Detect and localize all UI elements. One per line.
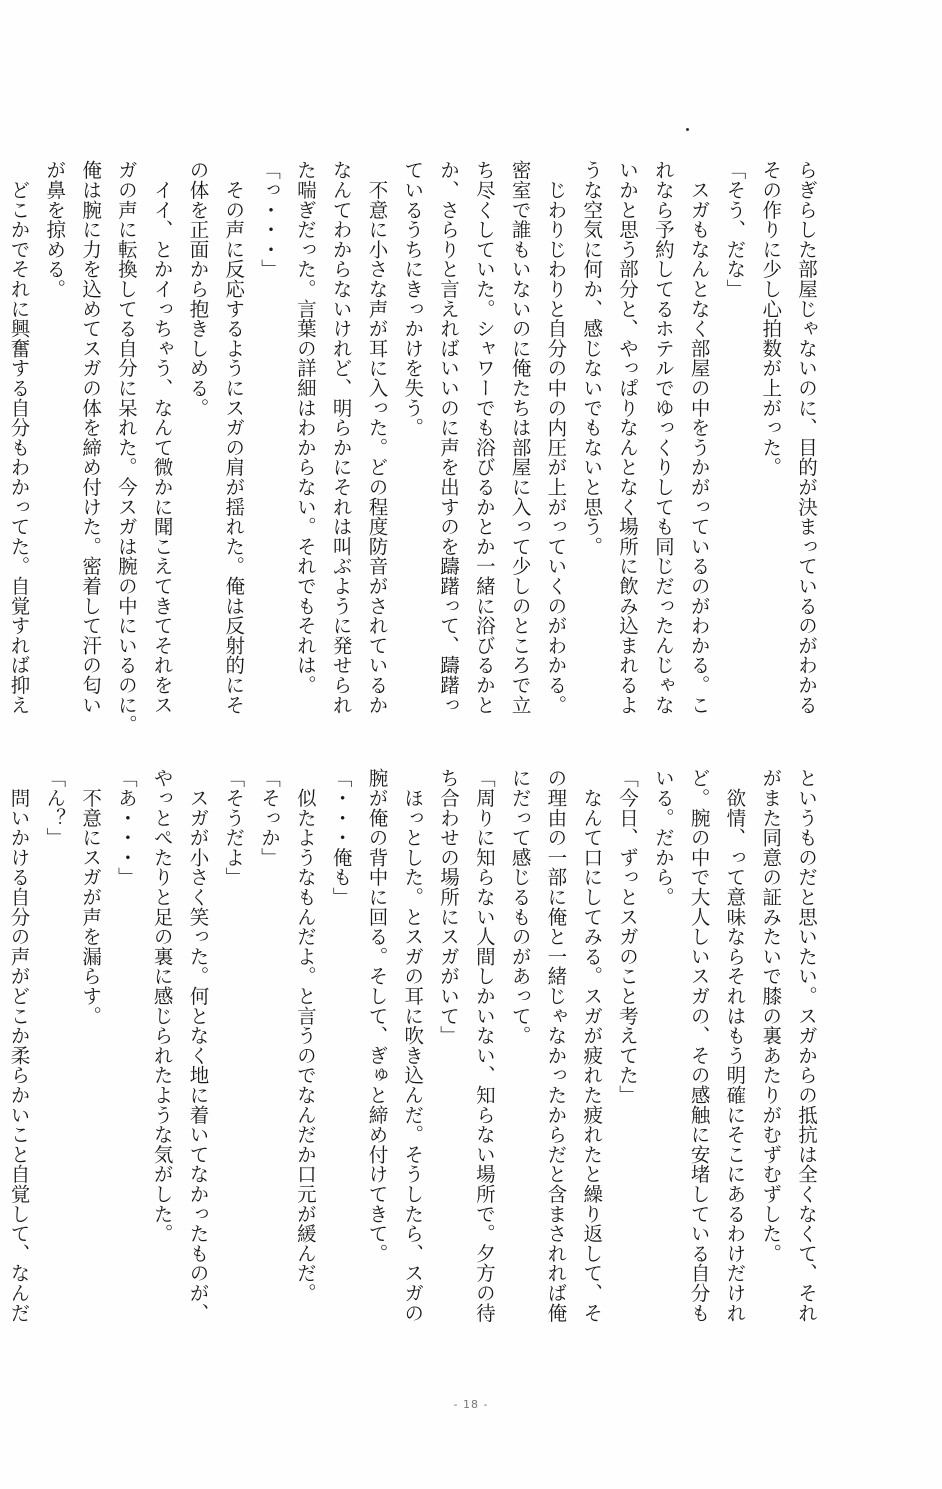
text-line: た喘ぎだった。言葉の詳細はわからない。それでもそれは。 xyxy=(293,160,317,695)
text-line: いかと思う部分と、やっぱりなんとなく場所に飲み込まれるよ xyxy=(616,160,640,715)
text-line: 不意にスガが声を漏らす。 xyxy=(79,768,103,1026)
text-line: 「周りに知らない人間しかいない、知らない場所で。夕方の待 xyxy=(472,768,496,1323)
text-line: なんて口にしてみる。スガが疲れた疲れたと繰り返して、そ xyxy=(580,768,604,1323)
text-line: ち合わせの場所にスガがいて」 xyxy=(437,768,461,1046)
text-line: が鼻を掠める。 xyxy=(43,160,67,299)
page-number: - 18 - xyxy=(453,1398,489,1411)
text-line: の理由の一部に俺と一緒じゃなかったからだと含まされれば俺 xyxy=(544,768,568,1323)
text-line: イイ、とかイっちゃう、なんて微かに聞こえてきてそれをス xyxy=(150,160,174,715)
text-line: がまた同意の証みたいで膝の裏あたりがむずむずした。 xyxy=(759,768,783,1263)
text-line: 「そうだよ」 xyxy=(222,768,246,887)
text-line: その作りに少し心拍数が上がった。 xyxy=(759,160,783,477)
text-line: 「あ・・・」 xyxy=(114,768,138,887)
bottom-text-block xyxy=(7,768,824,1328)
text-line: ているうちにきっかけを失う。 xyxy=(401,160,425,438)
text-line: 「・・・俺も」 xyxy=(329,768,353,907)
text-line: にだって感じるものがあって。 xyxy=(508,768,532,1046)
text-line: らぎらした部屋じゃないのに、目的が決まっているのがわかる xyxy=(795,160,818,715)
text-line: 欲情、って意味ならそれはもう明確にそこにあるわけだけれ xyxy=(723,768,747,1323)
text-line: れなら予約してるホテルでゆっくりしても同じだったんじゃな xyxy=(651,160,675,715)
text-line: 「そう、だな」 xyxy=(723,160,747,299)
scan-speck xyxy=(686,128,689,131)
text-line: どこかでそれに興奮する自分もわかってた。自覚すれば抑え xyxy=(7,160,31,715)
text-line: ほっとした。とスガの耳に吹き込んだ。そうしたら、スガの xyxy=(401,768,425,1323)
text-line: 不意に小さな声が耳に入った。どの程度防音がされているか xyxy=(365,160,389,715)
text-line: ど。腕の中で大人しいスガの、その感触に安堵している自分も xyxy=(687,768,711,1323)
text-line: 俺は腕に力を込めてスガの体を締め付けた。密着して汗の匂い xyxy=(79,160,103,715)
top-text-block xyxy=(7,160,824,735)
text-line: スガが小さく笑った。何となく地に着いてなかったものが、 xyxy=(186,768,210,1323)
text-line: いる。だから。 xyxy=(651,768,675,907)
text-line: なんてわからないけれど、明らかにそれは叫ぶように発せられ xyxy=(329,160,353,715)
text-line: 似たようなもんだよ。と言うのでなんだか口元が緩んだ。 xyxy=(293,768,317,1303)
text-line: その声に反応するようにスガの肩が揺れた。俺は反射的にそ xyxy=(222,160,246,715)
text-line: の体を正面から抱きしめる。 xyxy=(186,160,210,418)
text-line: ガの声に転換してる自分に呆れた。今スガは腕の中にいるのに。 xyxy=(114,160,138,735)
text-line xyxy=(0,160,1,700)
text-line: か、さらりと言えればいいのに声を出すのを躊躇って、躊躇っ xyxy=(437,160,461,715)
text-line: うな空気に何か、感じないでもないと思う。 xyxy=(580,160,604,556)
text-line: 「っ・・・」 xyxy=(258,160,282,279)
text-line: 腕が俺の背中に回る。そして、ぎゅと締め付けてきて。 xyxy=(365,768,389,1263)
text-line: 「今日、ずっとスガのこと考えてた」 xyxy=(616,768,640,1105)
text-line: 問いかける自分の声がどこか柔らかいこと自覚して、なんだ xyxy=(7,768,31,1323)
text-line: やっとぺたりと足の裏に感じられたような気がした。 xyxy=(150,768,174,1244)
text-line: じわりじわりと自分の中の内圧が上がっていくのがわかる。 xyxy=(544,160,568,715)
text-line: 「そっか」 xyxy=(258,768,282,867)
text-line: というものだと思いたい。スガからの抵抗は全くなくて、それ xyxy=(795,768,818,1323)
text-line: 「ん？」 xyxy=(43,768,67,848)
text-line: ち尽くしていた。シャワーでも浴びるかとか一緒に浴びるかと xyxy=(472,160,496,715)
text-line: スガもなんとなく部屋の中をうかがっているのがわかる。こ xyxy=(687,160,711,715)
text-line: 密室で誰もいないのに俺たちは部屋に入って少しのところで立 xyxy=(508,160,532,715)
